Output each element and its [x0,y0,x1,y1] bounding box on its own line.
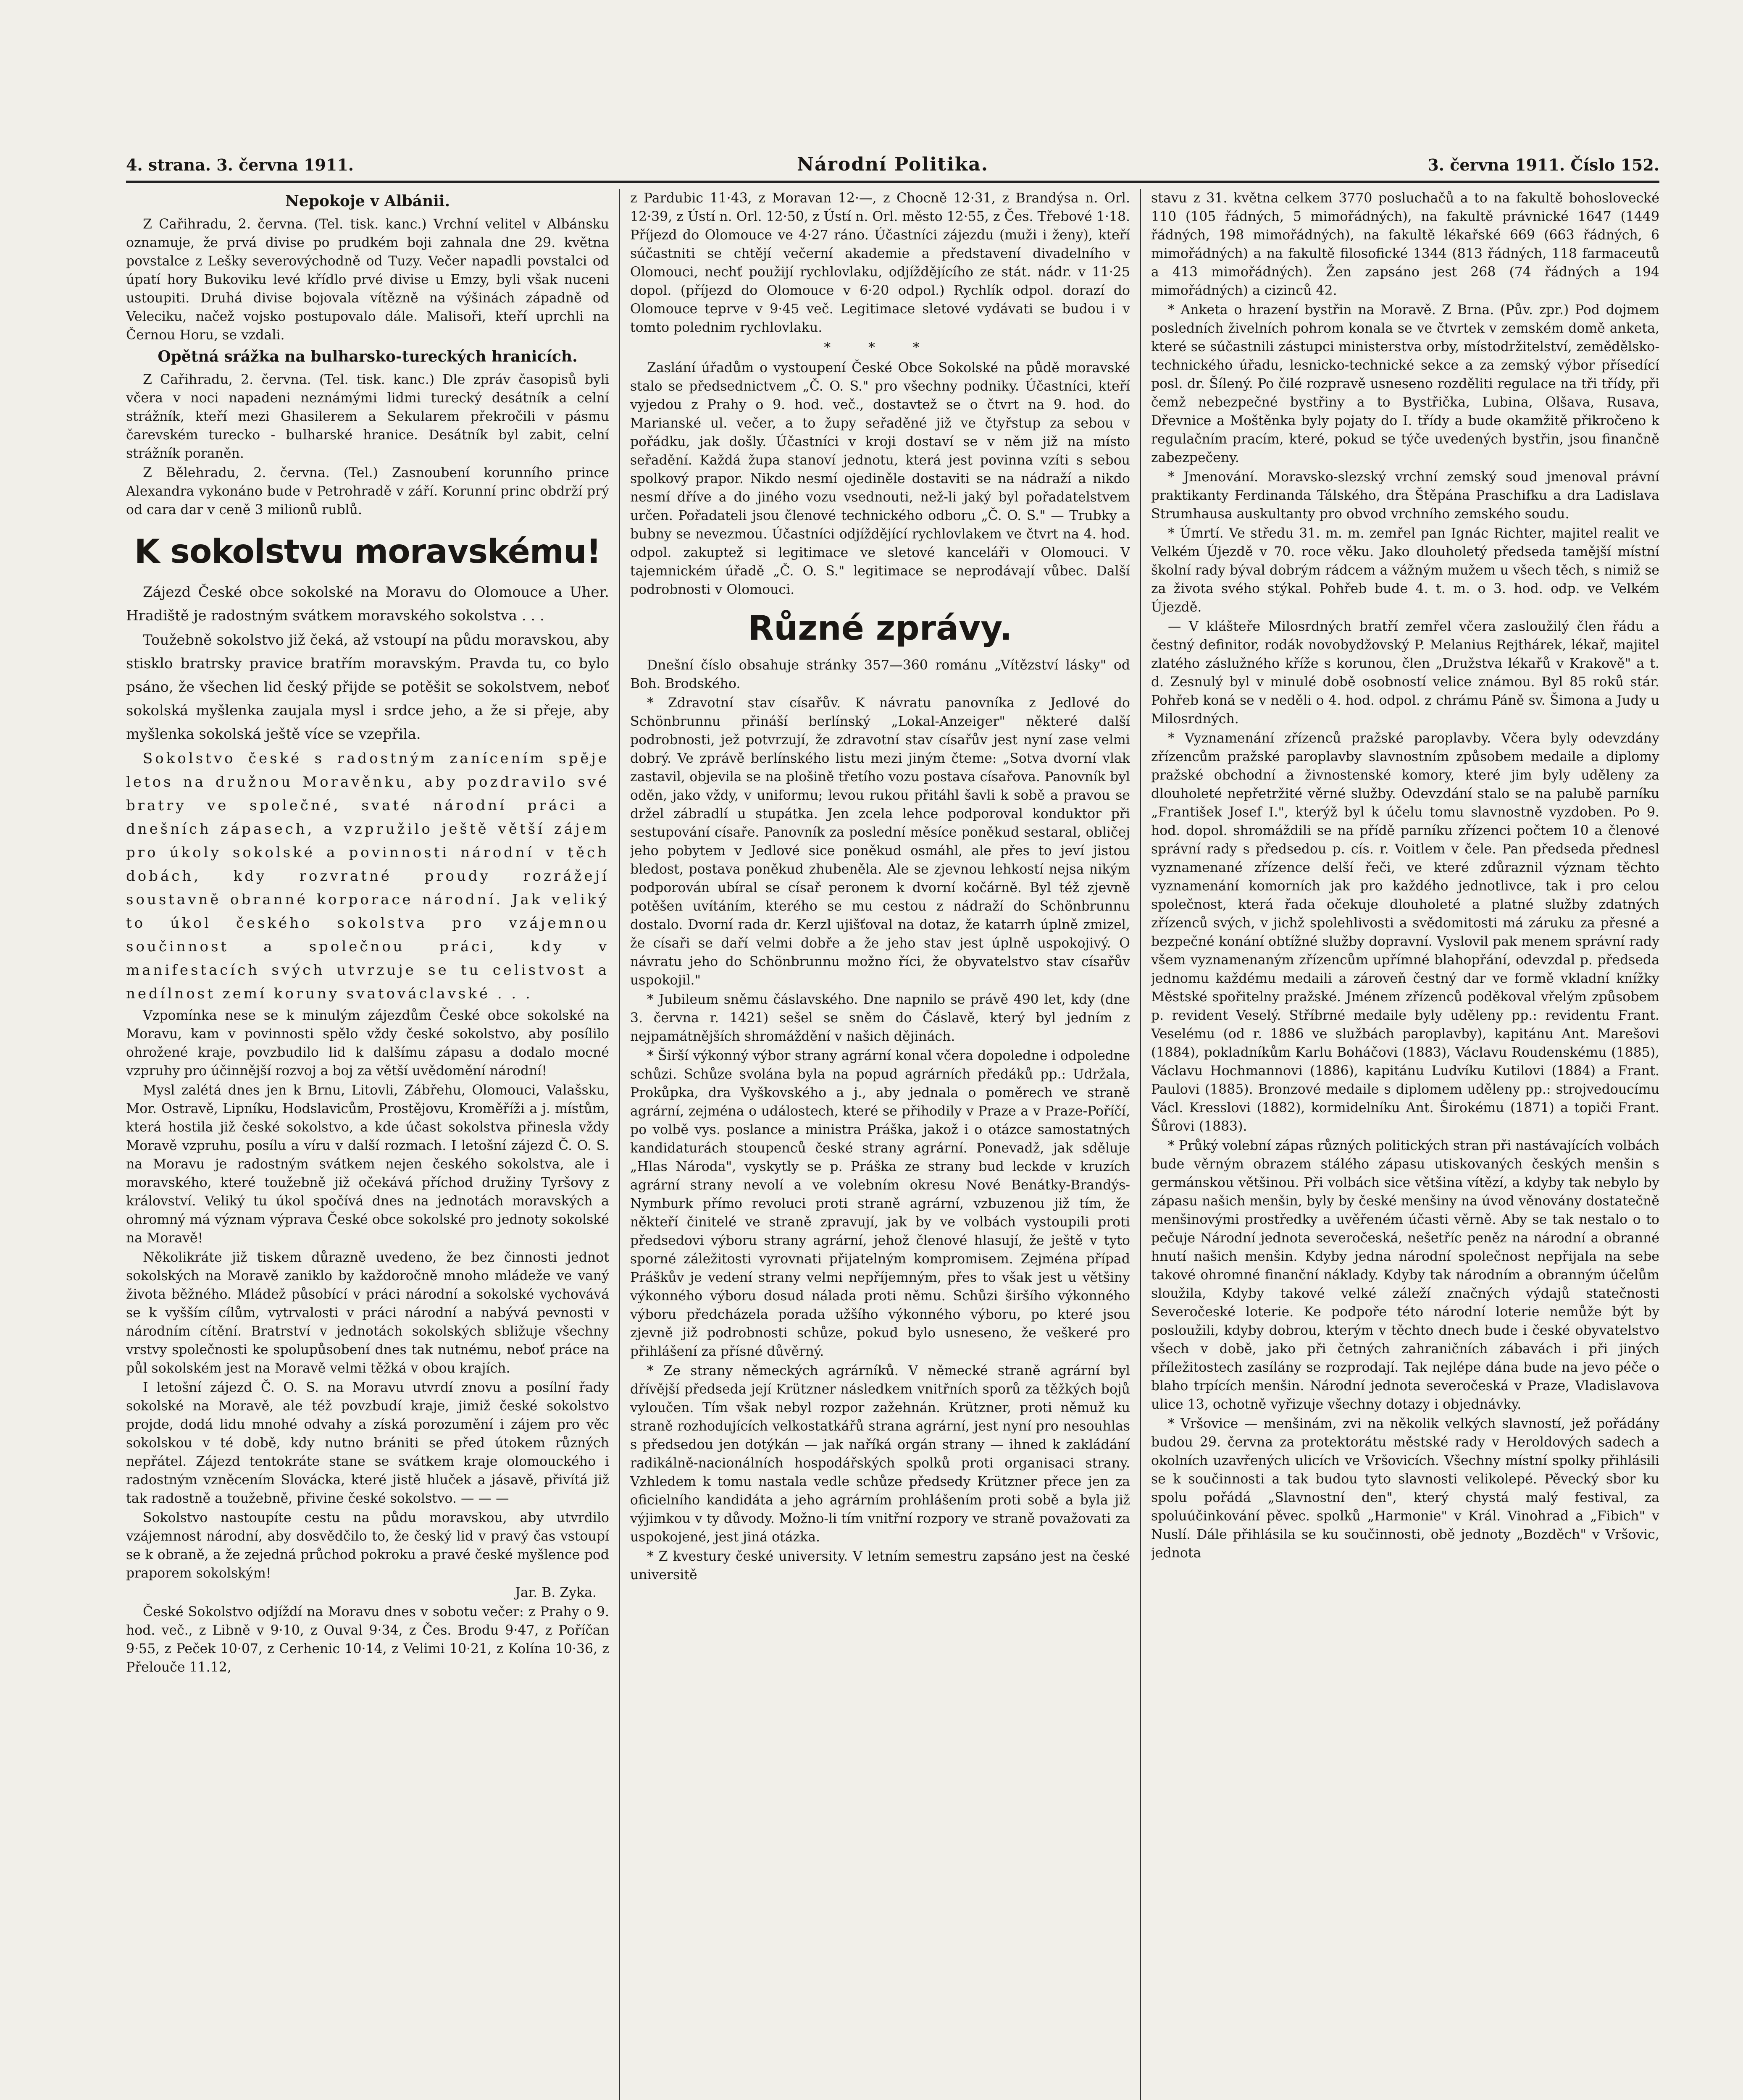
headline-ruzne-zpravy: Různé zprávy. [748,609,1012,648]
header-left: 4. strana. 3. června 1911. [126,155,354,174]
article-paragraph: Sokolstvo nastoupíte cestu na půdu moravskou, aby utvrdilo vzájemnost národní, aby dosvědčilo to, že český lid v pravý čas vstoupí se k obraně, a že zejedná průchod pokroku a pravé české myšlence pod praporem sokolským! [126,1510,609,1581]
article-paragraph: * Vyznamenání zřízenců pražské paroplavby. Včera byly odevzdány zřízencům pražské paroplavby slavnostním způsobem medaile a diplomy pražské obchodní a živnostenské komory, které jim byly uděleny za dlouholeté nepřetržité věrné služby. Odevzdání stalo se na palubě parníku „František Josef I.", kterýž byl k účelu tomu slavnostně vyzdoben. Po 9. hod. dopol. shromáždili se na přídě parníku zřízenci počtem 10 a členové správní rady s předsedou p. cís. r. Voitlem v čele. Pan předseda přednesl vyznamenané zřízence delší řeči, ve které zdůraznil význam těchto vyznamenání komorních jak pro každého jednotlivce, tak i pro celou společnost, která řada očekuje dlouholeté a platné služby zdatných zřízenců svých, v jichž spolehlivosti a svědomitosti má záruku za přesné a bezpečné konání obtížné služby dopravní. Vyslovil pak menem správní rady všem vyznamenaným zřízencům upřímné blahopřání, odevzdal p. předseda jednomu každému medaili a zároveň čestný dar ve formě vkladní knížky Městské spořitelny pražské. Jménem zřízenců poděkoval vřelým způsobem p. revident Veselý. Stříbrné medaile byly uděleny pp.: revidentu Frant. Veselému (od r. 1886 ve službách paroplavby), kapitánu Ant. Marešovi (1884), pokladníkům Karlu Boháčovi (1883), Václavu Roudenskému (1885), Václavu Hochmannovi (1886), kapitánu Ludvíku Kutilovi (1884) a Frant. Paulovi (1885). Bronzové medaile s diplomem uděleny pp.: strojvedoucímu Václ. Kresslovi (1882), kormidelníku Ant. Širokému (1871) a topiči Frant. Šůrovi (1883). [1151,731,1659,1134]
headline-albania: Nepokoje v Albánii. [285,192,450,210]
article-paragraph: Zájezd České obce sokolské na Moravu do Olomouce a Uher. Hradiště je radostným svátkem moravského sokolstva . . . [126,584,609,624]
column-divider-2 [1140,189,1141,2100]
section-separator: * * * [824,340,936,355]
author-signature: Jar. B. Zyka. [515,1585,597,1600]
column-1 [126,189,609,2100]
article-paragraph: * Vršovice — menšinám, zvi na několik velkých slavností, jež pořádány budou 29. června za protektorátu městské rady v Heroldových sadech a okolních uzavřených ulicích ve Vršovicích. Všechny místní spolky přihlásili se k součinnosti a tak budou tyto slavnosti velikolepé. Pěvecký sbor ku spolu pořádá „Slavnostní den", který chystá malý festival, za spoluúčinkování pěvec. spolků „Harmonie" v Král. Vinohrad a „Fibich" v Nuslí. Dále přihlásila se ku součinnosti, obě jednoty „Bozděch" v Vršovic, jednota [1151,1416,1659,1561]
article-paragraph: — V klášteře Milosrdných bratří zemřel včera zasloužilý člen řádu a čestný definitor, rodák novobydžovský P. Melanius Rejthárek, lékař, majitel zlatého záslužného kříže s korunou, člen „Družstva lékařů v Krakově" a t. d. Zesnulý byl v minulé době osobností velice známou. Byl 85 roků stár. Pohřeb koná se v neděli o 4. hod. odpol. z chrámu Páně sv. Šimona a Judy u Milosrdných. [1151,619,1659,727]
header-right: 3. června 1911. Číslo 152. [1428,155,1659,174]
article-paragraph: Toužebně sokolstvo již čeká, až vstoupí na půdu moravskou, aby stisklo bratrsky pravice bratřím moravským. Pravda tu, co bylo psáno, že všechen lid český přijde se potěšit se sokolstvem, neboť sokolská myšlenka zaujala mysl i srdce jeho, a že si přeje, aby myšlenka sokolská ještě více se vzepřila. [126,632,609,743]
article-paragraph: Z Bělehradu, 2. června. (Tel.) Zasnoubení korunního prince Alexandra vykonáno bude v Petrohradě v září. Korunní princ obdrží prý od cara dar v ceně 3 milionů rublů. [126,465,609,517]
article-paragraph: stavu z 31. května celkem 3770 posluchačů a to na fakultě bohoslovecké 110 (105 řádných, 5 mimořádných), na fakultě právnické 1647 (1449 řádných, 198 mimořádných), na fakultě lékařské 669 (663 řádných, 6 mimořádných) a na fakultě filosofické 1344 (813 řádných, 118 farmaceutů a 413 mimořádných). Žen zapsáno jest 268 (74 řádných a 194 mimořádných) a cizinců 42. [1151,191,1659,298]
article-paragraph: z Pardubic 11·43, z Moravan 12·—, z Chocně 12·31, z Brandýsa n. Orl. 12·39, z Ústí n. Orl. 12·50, z Ústí n. Orl. město 12·55, z Čes. Třebové 1·18. Příjezd do Olomouce ve 4·27 ráno. Účastníci zájezdu (muži i ženy), kteří súčastniti se chtějí večerní akademie a představení divadelního v Olomouci, nechť použijí rychlovlaku, odjíždějícího ze stát. nádr. v 11·25 dopol. (příjezd do Olomouce v 6·20 odpol.) Rychlík odpol. dorazí do Olomouce teprve v 9·45 več. Legitimace sletové vydávati se budou i v tomto polednim rychlovlaku. [630,191,1130,335]
article-paragraph: Z Cařihradu, 2. června. (Tel. tisk. kanc.) Dle zpráv časopisů byli včera v noci napadeni neznámými lidmi turecký desátník a celní strážník, kteří mezi Ghasilerem a Sekularem překročili v pásmu čarevském turecko - bulharské hranice. Desátník byl zabit, celní strážník poraněn. [126,372,609,461]
article-paragraph: Vzpomínka nese se k minulým zájezdům České obce sokolské na Moravu, kam v povinnosti spělo vždy české sokolstvo, aby posílilo ohrožené kraje, povzbudilo lid k dalšímu zápasu a dodalo mocné vzpruhy pro účinnější rozvoj a boj za větší uvědomění národní! [126,1008,609,1079]
masthead: Národní Politika. [797,154,989,175]
article-paragraph: * Z kvestury české university. V letním semestru zapsáno jest na české universitě [630,1549,1130,1583]
article-paragraph: * Ze strany německých agrárníků. V německé straně agrární byl dřívější předseda její Krützner následkem vnitřních sporů za těžkých bojů vyloučen. Tím však nebyl rozpor zažehnán. Krützner, proti němuž ku straně rozhodujících velkostatkářů strana agrární, jest nyní pro nesouhlas s předsedou jen dotýkán — jak naříká orgán strany — ihned k zakládání radikálně-nacionálních hospodářských spolků proti organisaci strany. Vzhledem k tomu nastala vedle schůze předsedy Krützner přece jen za oficielního kandidáta a jeho agrárním prohlášením proti sobě a byla již výjimkou v ty důvody. Možno-li tím vnitřní rozpory ve straně považovati za uspokojené, jest jiná otázka. [630,1363,1130,1545]
column-divider-1 [619,189,620,2100]
article-paragraph: * Jubileum sněmu čáslavského. Dne napnilo se právě 490 let, kdy (dne 3. června r. 1421) sešel se sněm do Čáslavě, který byl jedním z nejpamátnějších shromáždění v našich dějinách. [630,992,1130,1044]
sokol-article [126,580,609,1005]
headline-sokol: K sokolstvu moravskému! [134,533,601,571]
header-rule [126,181,1659,183]
article-paragraph: České Sokolstvo odjíždí na Moravu dnes v sobotu večer: z Prahy o 9. hod. več., z Libně v 9·10, z Ouval 9·34, z Čes. Brodu 9·47, z Poříčan 9·55, z Peček 10·07, z Cerhenic 10·14, z Velimi 10·21, z Kolína 10·36, z Přelouče 11.12, [126,1604,609,1675]
article-paragraph: Dnešní číslo obsahuje stránky 357—360 románu „Vítězství lásky" od Boh. Brodského. [630,658,1130,691]
headline-border-clash: Opětná srážka na bulharsko-tureckých hranicích. [158,348,578,365]
article-paragraph: Sokolstvo české s radostným zanícením spěje letos na družnou Moravěnku, aby pozdravilo své bratry ve společné, svaté národní práci a dnešních zápasech, a vzpružilo ještě větší zájem pro úkoly sokolské a povinnosti národní v těch dobách, kdy rozvratné proudy rozrážejí soustavně obranné korporace národní. Jak veliký to úkol českého sokolstva pro vzájemnou součinnost a společnou práci, kdy v manifestacích svých utvrzuje se tu celistvost a nedílnost zemí koruny svatováclavské . . . [126,750,609,1002]
article-paragraph: * Širší výkonný výbor strany agrární konal včera dopoledne i odpoledne schůzi. Schůze svolána byla na popud agrárních předáků pp.: Udržala, Prokůpka, dra Vyškovského a j., aby jednala o poměrech ve straně agrární, zejména o událostech, které se přihodily v Praze a v Praze-Poříčí, po volbě vys. poslance a ministra Práška, jakož i o otázce samostatných kandidaturách stoupenců české strany agrární. Ponevadž, jak sděluje „Hlas Národa", vyskytly se p. Práška ze strany bud leckde v kruzích agrární strany nevolí a ve volebním okresu Nové Benátky-Brandýs-Nymburk přímo revoluci proti straně agrární, vzbuzenou již tím, že někteří činitelé ve straně zpravují, jak by ve volbách vystoupili proti předsedovi výboru strany agrární, jehož členové hlasují, že ještě v tyto sporné záležitosti vyrovnati přijatelným kompromisem. Zejména případ Práškův je vedení strany velmi nepříjemným, přes to však jest u většiny výkonného výboru dosud nálada proti němu. Schůzi širšího výkonného výboru předcházela porada užšího výkonného výboru, po které jsou zjevně již podrobnosti schůze, pokud bylo usneseno, že veškeré pro přihlášení za přísné důvěrný. [630,1048,1130,1359]
article-paragraph: I letošní zájezd Č. O. S. na Moravu utvrdí znovu a posílní řady sokolské na Moravě, ale též povzbudí kraje, jimiž české sokolstvo projde, dodá lidu mnohé odvahy a získá porozumění i zájem pro věc sokolskou v té době, kdy nutno brániti se před útokem různých nepřátel. Zájezd tentokráte stane se svátkem kraje olomouckého i radostným vzněcením Slovácka, které jistě hluček a jásavě, přivítá již tak radostně a toužebně, přivine české sokolstvo. — — — [126,1380,609,1506]
article-paragraph: Zaslání úřadům o vystoupení České Obce Sokolské na půdě moravské stalo se předsednictvem „Č. O. S." pro všechny podniky. Účastníci, kteří vyjedou z Prahy o 9. hod. več., dostavtež se o čtvrt na 9. hod. do Marianské ul. večer, a to župy seřaděné již ve čtyřstup za sebou v pořádku, jak došly. Účastníci v kroji dostaví se v něm již na místo seřadění. Každá župa stanoví jednotu, která jest povinna vzíti s sebou spolkový prapor. Nikdo nesmí ojediněle dostaviti se na nádraží a nikdo nesmí dříve a do jiného vozu vsednouti, než-li jaký byl pořadatelstvem určen. Pořadateli jsou členové technického odboru „Č. O. S." — Trubky a bubny se nevezmou. Účastníci odjíždějící rychlovlakem ve čtvrt na 4. hod. odpol. zakuptež si legitimace ve sletové kanceláři v Olomouci. V tajemnickém úřadě „Č. O. S." legitimace se neprodávají vůbec. Další podrobnosti v Olomouci. [630,360,1130,597]
column-2 [630,189,1130,2100]
article-paragraph: * Zdravotní stav císařův. K návratu panovníka z Jedlové do Schönbrunnu přináší berlínský „Lokal-Anzeiger" některé další podrobnosti, jež potvrzují, že zdravotní stav císařův jest nyní zase velmi dobrý. Ve zprávě berlínského listu mezi jiným čteme: „Sotva dvorní vlak zastavil, objevila se na plošině třetího vozu postava císařova. Panovník byl oděn, jako vždy, v uniformu; levou rukou přitáhl šavli k sobě a pravou se držel zábradlí u stupátka. Jen zcela lehce podporoval konduktor při sestupování císaře. Panovník za poslední měsíce poněkud sestaral, obličej jeho pobytem v Jedlové sice poněkud osmáhl, ale přes to jeví jistou bledost, postava poněkud zhubeněla. Ale se zjevnou lehkostí nejsa nikým podporován ubíral se císař peronem k dvorní kočárně. Byl též zjevně potěšen uvítáním, kterého se mu cestou z nádraží do Schönbrunnu dostalo. Dvorní rada dr. Kerzl ujišťoval na dotaz, že katarrh úplně zmizel, že císaři se daří velmi dobře a že jeho stav jest úplně uspokojivý. O návratu jeho do Schönbrunnu možno říci, že obyvatelstvo stav císařův uspokojil." [630,696,1130,988]
page-header [126,151,1659,181]
article-paragraph: * Průký volební zápas různých politických stran při nastávajících volbách bude věrným obrazem stálého zápasu utiskovaných českých menšin s germánskou většinou. Při volbách sice většina vítězí, a kdyby tak nebylo by zápasu našich menšin, byly by české menšiny na úvod věnovány dostatečně menšinovými prostředky a uvěřeném účasti věrně. Aby se tak nestalo o to pečuje Národní jednota severočeská, nešetříc peněz na národní a obranné hnutí našich menšin. Kdyby jedna národní společnost nepřijala na sebe takové ohromné finanční náklady. Kdyby tak národním a obranným účelům sloužila, Kdyby takové velké záleží značných výdajů statečnosti Severočeské loterie. Ke podpoře této národní loterie nemůže být by posloužili, kdyby dobrou, kterým v těchto dnech bude i české obyvatelstvo všech v době, jako při četných zahraničních zábavách i při jiných příležitostech zasílány se rozprodají. Tak nejlépe dána bude na jevo péče o blaho trpících menšin. Národní jednota severočeská v Praze, Vladislavova ulice 13, ochotně vyřizuje všechny dotazy i objednávky. [1151,1138,1659,1412]
article-paragraph: * Anketa o hrazení bystřin na Moravě. Z Brna. (Pův. zpr.) Pod dojmem posledních živelních pohrom konala se ve čtvrtek v zemském domě anketa, které se súčastnili zástupci ministerstva orby, místodržitelství, zemědělsko-technického úřadu, lesnicko-technické sekce a za zemský výbor přísedící posl. dr. Šílený. Po čilé rozpravě usneseno rozděliti regulace na tři třídy, při čemž nebezpečné bystřiny a to Bystřička, Lubina, Olšava, Rusava, Dřevnice a Moštěnka byly pojaty do I. třídy a bude okamžitě přikročeno k regulačním pracím, které, pokud se týče uvedených bystřin, jsou finančně zabezpečeny. [1151,302,1659,465]
column-3 [1151,189,1659,2100]
article-paragraph: Několikráte již tiskem důrazně uvedeno, že bez činnosti jednot sokolských na Moravě zaniklo by každoročně mnoho mládeže ve vaný života běžného. Mládež působící v práci národní a sokolské vychovává se k vyšším cílům, vytrvalosti v práci národní a nabývá pevnosti v národním cítění. Bratrství v jednotách sokolských sbližuje všechny vrstvy společnosti ke spolupůsobení dnes tak nutnému, neboť práce na půl sokolském jest na Moravě velmi těžká v obou krajích. [126,1250,609,1376]
article-paragraph: Z Cařihradu, 2. června. (Tel. tisk. kanc.) Vrchní velitel v Albánsku oznamuje, že prvá divise po prudkém boji zahnala dne 29. května povstalce z Lešky severovýchodně od Tuzy. Večer napadli povstalci od úpatí hory Bukoviku levé křídlo prvé divise u Emzy, byli však nuceni ustoupiti. Druhá divise bojovala vítězně na výšinách západně od Veleciku, načež vojsko postupovalo dále. Malisoři, kteří uprchli na Černou Horu, se vzdali. [126,217,609,343]
article-paragraph: * Úmrtí. Ve středu 31. m. m. zemřel pan Ignác Richter, majitel realit ve Velkém Újezdě v 70. roce věku. Jako dlouholetý předseda tamější místní školní rady býval dobrým rádcem a vážným mužem u všech těch, s nimiž se za života svého stýkal. Pohřeb bude 4. t. m. o 3. hod. odp. ve Velkém Újezdě. [1151,526,1659,615]
article-paragraph: * Jmenování. Moravsko-slezský vrchní zemský soud jmenoval právní praktikanty Ferdinanda Tálského, dra Štěpána Praschifku a dra Ladislava Strumhausa auskultanty pro obvod vrchního zemského soudu. [1151,470,1659,522]
article-paragraph: Mysl zalétá dnes jen k Brnu, Litovli, Zábřehu, Olomouci, Valašsku, Mor. Ostravě, Lipníku, Hodslavicům, Prostějovu, Kroměříži a j. místům, která hostila již české sokolstvo, a kde účast sokolstva přinesla vždy Moravě vzpruhu, posílu a víru v další rozmach. I letošní zájezd Č. O. S. na Moravu je radostným svátkem nejen českého sokolstva, ale i moravského, které toužebně již očekává příchod družiny Tyršovy z království. Veliký tu úkol spočívá dnes na jednotách moravských a ohromný má význam výprava České obce sokolské pro jednoty sokolské na Moravě! [126,1083,609,1246]
